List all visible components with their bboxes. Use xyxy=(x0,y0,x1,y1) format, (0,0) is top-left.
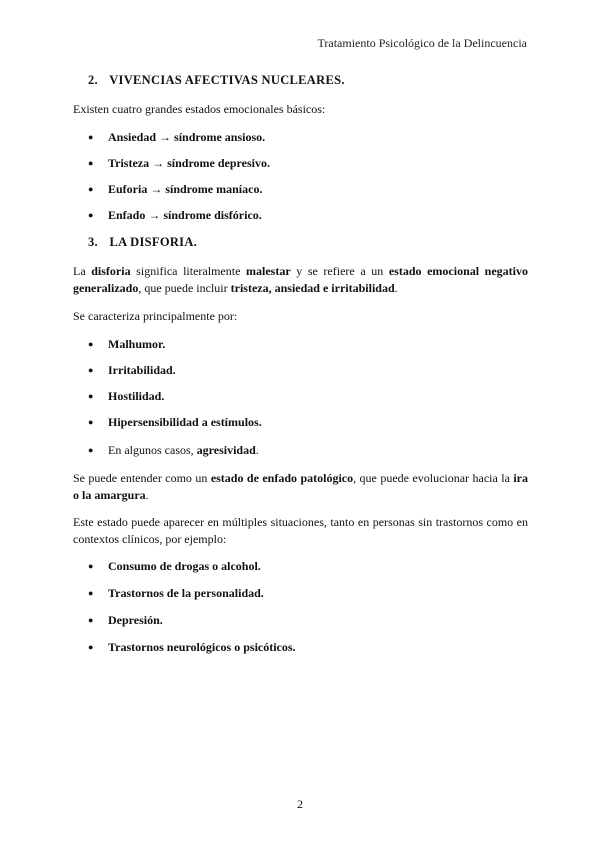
list-item-text: Euforia → síndrome maníaco. xyxy=(108,182,263,196)
bullet-icon: ● xyxy=(88,365,94,375)
traits-intro: Se caracteriza principalmente por: xyxy=(73,309,238,323)
list-item xyxy=(88,207,262,223)
section-2-intro: Existen cuatro grandes estados emocionales básicos: xyxy=(73,102,326,116)
bullet-icon: ● xyxy=(88,445,94,455)
list-item-text: Malhumor. xyxy=(108,337,166,351)
section-number: 2. xyxy=(88,73,98,87)
bullet-icon: ● xyxy=(88,158,94,168)
bullet-icon: ● xyxy=(88,184,94,194)
bullet-icon: ● xyxy=(88,339,94,349)
section-title: VIVENCIAS AFECTIVAS NUCLEARES. xyxy=(109,73,345,87)
list-item xyxy=(88,155,270,171)
bullet-icon: ● xyxy=(88,561,94,571)
list-item xyxy=(88,388,164,404)
list-item-text: Tristeza → síndrome depresivo. xyxy=(108,156,270,170)
list-item xyxy=(88,612,163,628)
enfado-patologico-paragraph: Se puede entender como un estado de enfado patológico, que puede evolucionar hacia la ira o la amargura. xyxy=(73,471,529,502)
list-item-text: Depresión. xyxy=(108,613,163,627)
list-item xyxy=(88,558,261,574)
list-item xyxy=(88,414,262,430)
bullet-icon: ● xyxy=(88,391,94,401)
list-item xyxy=(88,639,296,655)
bullet-icon: ● xyxy=(88,417,94,427)
list-item xyxy=(88,336,165,352)
page-number: 2 xyxy=(297,797,303,811)
bullet-icon: ● xyxy=(88,615,94,625)
list-item-text: Trastornos neurológicos o psicóticos. xyxy=(108,640,296,654)
list-item-text: Trastornos de la personalidad. xyxy=(108,586,264,600)
contexts-intro: Este estado puede aparecer en múltiples situaciones, tanto en personas sin trastornos como en contextos clínicos, por ejemplo: xyxy=(73,515,528,546)
bullet-icon: ● xyxy=(88,210,94,220)
bullet-icon: ● xyxy=(88,588,94,598)
running-header: Tratamiento Psicológico de la Delincuencia xyxy=(317,36,527,50)
list-item xyxy=(88,129,265,145)
list-item-text: Hipersensibilidad a estímulos. xyxy=(108,415,262,429)
section-number: 3. xyxy=(88,235,98,249)
bullet-icon: ● xyxy=(88,642,94,652)
section-2-heading xyxy=(88,73,345,88)
list-item-text: Hostilidad. xyxy=(108,389,165,403)
disforia-definition: La disforia significa literalmente malestar y se refiere a un estado emocional negativo generalizado, que puede incluir tristeza, ansiedad e irritabilidad. xyxy=(73,264,528,295)
section-3-heading xyxy=(88,235,197,250)
bullet-icon: ● xyxy=(88,132,94,142)
list-item-text: Enfado → síndrome disfórico. xyxy=(108,208,262,222)
section-title: LA DISFORIA. xyxy=(109,235,198,249)
list-item xyxy=(88,181,262,197)
list-item xyxy=(88,362,176,378)
list-item xyxy=(88,585,264,601)
list-item-text: Irritabilidad. xyxy=(108,363,176,377)
list-item-text: Consumo de drogas o alcohol. xyxy=(108,559,261,573)
list-item: ● En algunos casos, agresividad. xyxy=(88,443,259,457)
list-item-text: Ansiedad → síndrome ansioso. xyxy=(108,130,266,144)
